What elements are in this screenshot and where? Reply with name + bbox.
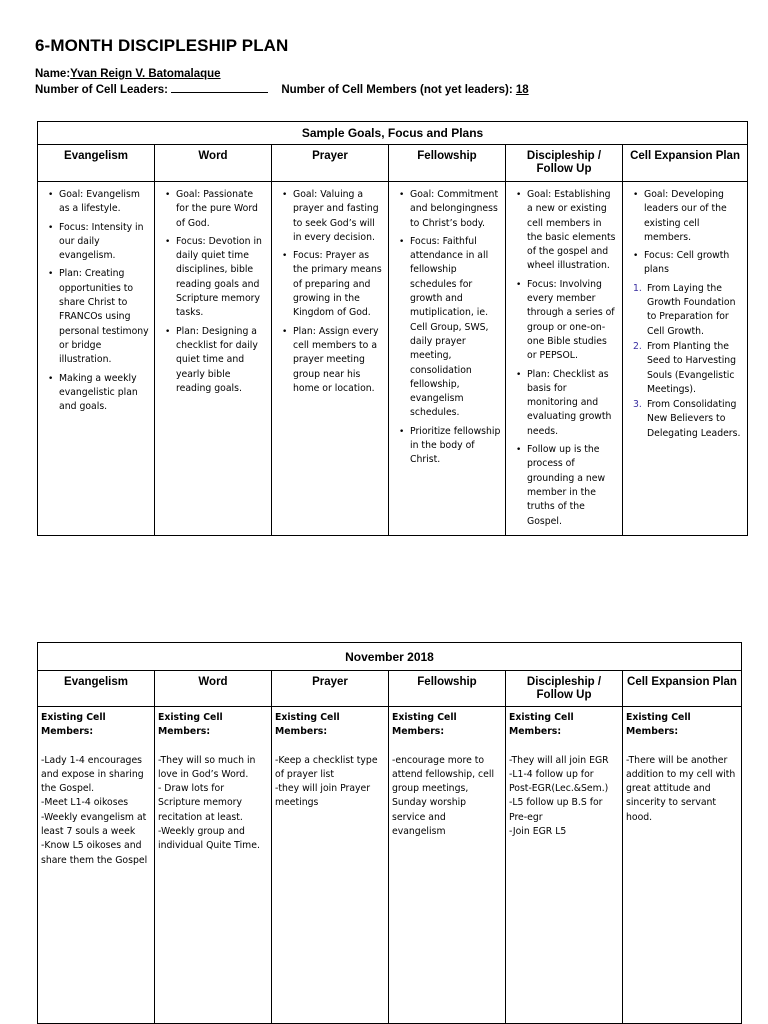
name-line xyxy=(35,68,221,80)
text-line: -Lady 1-4 encourages and expose in sharing the Gospel. xyxy=(41,754,144,795)
discipleship-cell xyxy=(506,707,623,1024)
discipleship-cell xyxy=(506,182,623,536)
list-item: • Follow up is the process of grounding a new member in the truths of the Gospel. xyxy=(516,443,619,529)
cell-expansion-cell xyxy=(623,182,748,536)
column-header-evangelism: Evangelism xyxy=(38,145,155,182)
column-header-fellowship: Fellowship xyxy=(389,145,506,182)
prayer-cell xyxy=(272,182,389,536)
text-line: -Know L5 oikoses and share them the Gospel xyxy=(41,840,148,866)
numbered-item: 1. From Laying the Growth Foundation to Preparation for Cell Growth. xyxy=(633,282,736,337)
text-line: - Draw lots for Scripture memory recitation at least. xyxy=(158,783,243,823)
list-item: • Focus: Prayer as the primary means of preparing and growing in the Kingdom of God. xyxy=(282,249,385,320)
text-line: -Weekly evangelism at least 7 souls a week xyxy=(41,811,147,838)
cell-subheader: Existing Cell Members: xyxy=(392,712,457,738)
counts-line xyxy=(35,82,529,96)
column-header-prayer: Prayer xyxy=(272,145,389,182)
page-title: 6-MONTH DISCIPLESHIP PLAN xyxy=(35,36,289,55)
text-line: -encourage more to attend fellowship, cell group meetings, Sunday worship service and evangelism xyxy=(392,754,495,838)
text-line: -L5 follow up B.S for Pre-egr xyxy=(509,797,603,823)
table-caption: Sample Goals, Focus and Plans xyxy=(38,122,748,145)
text-line: -Keep a checklist type of prayer list xyxy=(275,754,378,780)
fellowship-cell xyxy=(389,182,506,536)
november-plan-table xyxy=(37,642,742,1024)
list-item: • Focus: Devotion in daily quiet time disciplines, bible reading goals and Scripture memory tasks. xyxy=(165,235,268,321)
list-item: • Making a weekly evangelistic plan and goals. xyxy=(48,372,151,415)
word-cell xyxy=(155,707,272,1024)
list-item: • Goal: Valuing a prayer and fasting to seek God’s will in every decision. xyxy=(282,188,385,245)
text-line: -they will join Prayer meetings xyxy=(275,783,371,809)
evangelism-cell xyxy=(38,707,155,1024)
list-item: • Prioritize fellowship in the body of Christ. xyxy=(399,425,502,468)
table-caption: November 2018 xyxy=(38,643,742,671)
list-item: • Goal: Developing leaders our of the existing cell members. xyxy=(633,188,744,245)
column-header-cell-expansion: Cell Expansion Plan xyxy=(623,145,748,182)
text-line: -Meet L1-4 oikoses xyxy=(41,797,129,809)
prayer-cell xyxy=(272,707,389,1024)
list-item: • Plan: Assign every cell members to a prayer meeting group near his home or location. xyxy=(282,325,385,396)
list-item: • Plan: Designing a checklist for daily quiet time and yearly bible reading goals. xyxy=(165,325,268,396)
cell-members-value: 18 xyxy=(515,84,529,96)
cell-expansion-cell xyxy=(623,707,742,1024)
sample-goals-table xyxy=(37,121,748,536)
cell-subheader: Existing Cell Members: xyxy=(41,712,106,738)
text-line: -L1-4 follow up for Post-EGR(Lec.&Sem.) xyxy=(509,768,609,795)
list-item: • Focus: Cell growth plans xyxy=(633,249,744,278)
list-item: • Focus: Faithful attendance in all fellowship schedules for growth and mutiplication, ie. Cell Group, SWS, daily prayer meeting, consolidation fellowship, evangelism schedules. xyxy=(399,235,502,421)
cell-subheader: Existing Cell Members: xyxy=(275,712,340,738)
list-item: • Goal: Commitment and belongingness to Christ’s body. xyxy=(399,188,502,231)
text-line: -They will all join EGR xyxy=(509,754,609,766)
list-item: • Plan: Checklist as basis for monitoring and evaluating growth needs. xyxy=(516,368,619,439)
list-item: • Plan: Creating opportunities to share Christ to FRANCOs using personal testimony or bridge illustration. xyxy=(48,267,151,367)
text-line: -Join EGR L5 xyxy=(509,826,567,838)
column-header-cell-expansion: Cell Expansion Plan xyxy=(623,671,742,707)
column-header-evangelism: Evangelism xyxy=(38,671,155,707)
list-item: • Goal: Evangelism as a lifestyle. xyxy=(48,188,151,217)
list-item: • Goal: Establishing a new or existing cell members in the basic elements of the gospel and wheel illustration. xyxy=(516,188,619,274)
text-line: -They will so much in love in God’s Word. xyxy=(158,754,256,780)
column-header-discipleship: Discipleship / Follow Up xyxy=(506,145,623,182)
word-cell xyxy=(155,182,272,536)
evangelism-cell xyxy=(38,182,155,536)
column-header-prayer: Prayer xyxy=(272,671,389,707)
cell-leaders-blank xyxy=(171,82,268,93)
cell-members-label: Number of Cell Members (not yet leaders): xyxy=(281,84,513,96)
numbered-item: 3. From Consolidating New Believers to Delegating Leaders. xyxy=(633,399,741,439)
list-item: • Goal: Passionate for the pure Word of God. xyxy=(165,188,268,231)
text-line: -Weekly group and individual Quite Time. xyxy=(158,826,260,852)
cell-subheader: Existing Cell Members: xyxy=(158,712,223,738)
name-value: Yvan Reign V. Batomalaque xyxy=(70,68,221,80)
column-header-fellowship: Fellowship xyxy=(389,671,506,707)
name-label: Name: xyxy=(35,68,71,80)
cell-leaders-label: Number of Cell Leaders: xyxy=(35,84,168,96)
column-header-word: Word xyxy=(155,145,272,182)
column-header-discipleship: Discipleship / Follow Up xyxy=(506,671,623,707)
cell-subheader: Existing Cell Members: xyxy=(626,712,691,738)
cell-subheader: Existing Cell Members: xyxy=(509,712,574,738)
column-header-word: Word xyxy=(155,671,272,707)
numbered-item: 2. From Planting the Seed to Harvesting Souls (Evangelistic Meetings). xyxy=(633,340,737,395)
fellowship-cell xyxy=(389,707,506,1024)
text-line: -There will be another addition to my cell with great attitude and sincerity to servant hood. xyxy=(626,754,736,823)
list-item: • Focus: Intensity in our daily evangelism. xyxy=(48,221,151,264)
list-item: • Focus: Involving every member through a series of group or one-on-one Bible studies or PEPSOL. xyxy=(516,278,619,364)
